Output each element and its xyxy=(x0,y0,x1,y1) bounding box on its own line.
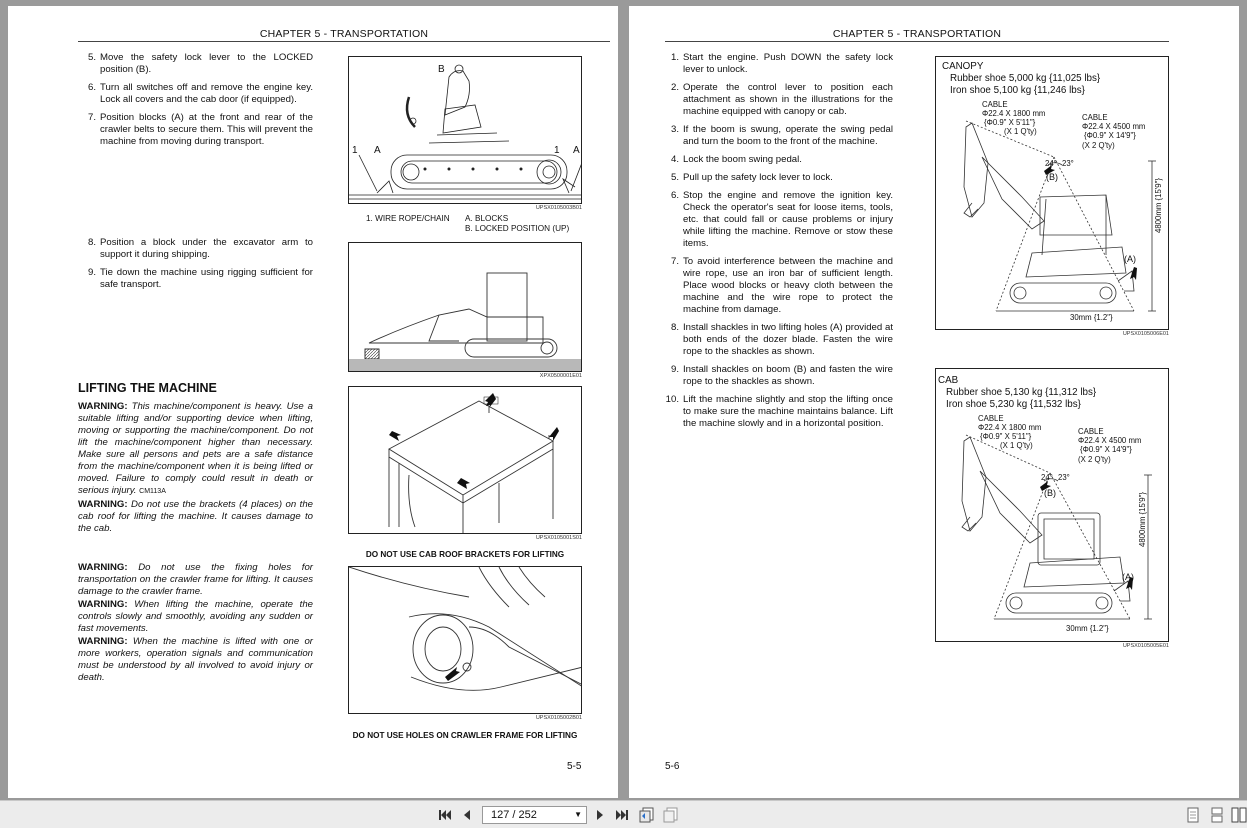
rubber-shoe-weight: Rubber shoe 5,130 kg {11,312 lbs} xyxy=(946,387,1097,398)
prev-page-icon[interactable] xyxy=(458,806,476,824)
page-number-input[interactable] xyxy=(482,806,587,824)
cab-lift-figure xyxy=(935,368,1169,642)
warning-text: When lifting the machine, operate the controls slowly and smoothly, avoiding any sudden or fast movements. xyxy=(78,599,313,634)
step-text: Move the safety lock lever to the LOCKED position (B). xyxy=(100,52,313,75)
step-item xyxy=(82,82,313,106)
step-number: 7. xyxy=(670,256,679,267)
crawler-frame-illustration xyxy=(349,567,582,714)
cable-spec: Φ22.4 X 1800 mm xyxy=(982,109,1046,118)
step-text: Start the engine. Push DOWN the safety lock lever to unlock. xyxy=(683,52,893,75)
step-number: 6. xyxy=(87,82,96,93)
step-text: Turn all switches off and remove the engine key. Lock all covers and the cab door (if equipped). xyxy=(100,82,313,105)
crawler-frame-figure xyxy=(348,566,582,714)
prev-view-icon[interactable] xyxy=(638,806,656,824)
warning-paragraph xyxy=(78,636,313,684)
step-number: 5. xyxy=(670,172,679,183)
iron-shoe-weight: Iron shoe 5,100 kg {11,246 lbs} xyxy=(950,85,1085,96)
next-page-icon[interactable] xyxy=(591,806,609,824)
step-text: To avoid interference between the machine and wire rope, use an iron bar of sufficient length. Place wood blocks or heavy cloth between the machine and the wire rope to protect the machine from damage. xyxy=(683,256,893,315)
arm-block-illustration xyxy=(349,243,582,372)
steps-list-a xyxy=(82,52,313,154)
step-number: 3. xyxy=(670,124,679,135)
warning-label: WARNING: xyxy=(78,599,128,610)
warning-label: WARNING: xyxy=(78,636,128,647)
cable-label: CABLE xyxy=(982,100,1008,109)
cable-spec: Φ22.4 X 4500 mm xyxy=(1078,436,1142,445)
chevron-down-icon[interactable]: ▼ xyxy=(574,810,582,819)
warnings-block-b xyxy=(78,562,313,685)
step-number: 1. xyxy=(670,52,679,63)
tie-down-illustration xyxy=(349,57,582,204)
figure-caption: DO NOT USE CAB ROOF BRACKETS FOR LIFTING xyxy=(365,550,565,559)
viewer-toolbar xyxy=(0,800,1247,828)
step-text: Operate the control lever to position each attachment as shown in the illustrations for the machine equipped with canopy or cab. xyxy=(683,82,893,117)
cable-spec-imperial: {Φ0.9" X 14'9"} xyxy=(1084,131,1136,140)
height-dimension: 4800mm {15'9"} xyxy=(1138,492,1147,547)
header-rule xyxy=(78,41,610,42)
step-item xyxy=(665,256,893,316)
callout-b: (B) xyxy=(1044,488,1056,498)
page-indicator-text: 127 / 252 xyxy=(491,809,537,821)
canopy-lift-figure xyxy=(935,56,1169,330)
figure-code: UPSX0105003B01 xyxy=(535,205,582,211)
steps-list xyxy=(665,52,893,436)
iron-shoe-weight: Iron shoe 5,230 kg {11,532 lbs} xyxy=(946,399,1081,410)
callout-1: 1 xyxy=(352,145,358,156)
single-page-icon[interactable] xyxy=(1184,806,1202,824)
page-header: CHAPTER 5 - TRANSPORTATION xyxy=(832,28,1002,40)
cab-excavator-illustration xyxy=(936,369,1169,642)
page-5-5 xyxy=(8,6,618,798)
continuous-page-icon[interactable] xyxy=(1208,806,1226,824)
step-item xyxy=(665,124,893,148)
cable-label: CABLE xyxy=(978,414,1004,423)
step-number: 8. xyxy=(87,237,96,248)
step-text: Pull up the safety lock lever to lock. xyxy=(683,172,833,183)
figure-code: UPSX0105002B01 xyxy=(535,715,582,721)
height-dimension: 4800mm {15'9"} xyxy=(1154,178,1163,233)
warning-paragraph xyxy=(78,562,313,598)
figure-code: UPSX0105005E01 xyxy=(1122,643,1169,649)
callout-a: (A) xyxy=(1124,254,1136,264)
header-rule xyxy=(665,41,1169,42)
cable-label: CABLE xyxy=(1082,113,1108,122)
figure-code: UPSX0105006E01 xyxy=(1122,331,1169,337)
cab-roof-figure xyxy=(348,386,582,534)
two-page-icon[interactable] xyxy=(1230,806,1247,824)
step-number: 9. xyxy=(670,364,679,375)
step-item xyxy=(665,394,893,430)
angle-label: 24° xyxy=(1045,159,1057,168)
cable-spec-imperial: {Φ0.9" X 14'9"} xyxy=(1080,445,1132,454)
warnings-block-a xyxy=(78,401,313,536)
step-number: 2. xyxy=(670,82,679,93)
cable-qty: (X 1 Q'ty) xyxy=(1004,127,1037,136)
step-text: If the boom is swung, operate the swing pedal and turn the boom to the front of the machine. xyxy=(683,124,893,147)
cable-qty: (X 2 Q'ty) xyxy=(1082,141,1115,150)
step-item xyxy=(665,82,893,118)
figure-code: UPSX0105001S01 xyxy=(535,535,582,541)
warning-label: WARNING: xyxy=(78,401,128,412)
step-number: 6. xyxy=(670,190,679,201)
cable-label: CABLE xyxy=(1078,427,1104,436)
figure-title: CAB xyxy=(938,375,959,386)
warning-paragraph xyxy=(78,401,313,498)
step-item xyxy=(665,52,893,76)
step-text: Tie down the machine using rigging sufficient for safe transport. xyxy=(100,267,313,290)
step-number: 4. xyxy=(670,154,679,165)
warning-text: When the machine is lifted with one or more workers, operation signals and communication must be understood by all involved to avoid injury or death. xyxy=(78,636,313,683)
warning-label: WARNING: xyxy=(78,562,128,573)
step-item xyxy=(665,364,893,388)
legend-item: A. BLOCKS xyxy=(465,214,509,223)
step-number: 5. xyxy=(87,52,96,63)
cable-spec: Φ22.4 X 4500 mm xyxy=(1082,122,1146,131)
callout-b: B xyxy=(438,64,445,75)
step-item xyxy=(82,237,313,261)
step-item xyxy=(82,267,313,291)
page-number: 5-5 xyxy=(567,761,582,772)
arm-block-figure xyxy=(348,242,582,372)
step-item xyxy=(665,172,893,184)
step-text: Position blocks (A) at the front and rear of the crawler belts to secure them. This will prevent the machine from moving during transport. xyxy=(100,112,313,147)
canopy-excavator-illustration xyxy=(936,57,1169,330)
step-item xyxy=(82,52,313,76)
cable-qty: (X 2 Q'ty) xyxy=(1078,455,1111,464)
steps-list-b xyxy=(82,237,313,297)
warning-paragraph xyxy=(78,599,313,635)
cable-spec-imperial: {Φ0.9" X 5'11"} xyxy=(980,432,1032,441)
warning-text: Do not use the fixing holes for transportation on the crawler frame for lifting. It causes damage to the crawler frame. xyxy=(78,562,313,597)
page-5-6 xyxy=(629,6,1239,798)
cable-spec: Φ22.4 X 1800 mm xyxy=(978,423,1042,432)
figure-caption: DO NOT USE HOLES ON CRAWLER FRAME FOR LIFTING xyxy=(352,731,578,740)
step-number: 7. xyxy=(87,112,96,123)
step-item xyxy=(82,112,313,148)
section-title: LIFTING THE MACHINE xyxy=(78,381,217,395)
figure-code: XPX0500001E01 xyxy=(539,373,582,379)
warning-code: CM113A xyxy=(139,488,166,495)
page-number: 5-6 xyxy=(665,761,680,772)
callout-1: 1 xyxy=(554,145,560,156)
callout-a: A xyxy=(573,145,580,156)
rubber-shoe-weight: Rubber shoe 5,000 kg {11,025 lbs} xyxy=(950,73,1101,84)
last-page-icon[interactable] xyxy=(613,806,631,824)
cab-roof-illustration xyxy=(349,387,582,534)
tie-down-figure xyxy=(348,56,582,204)
step-number: 10. xyxy=(665,394,679,405)
figure-title: CANOPY xyxy=(942,61,984,72)
angle-label: 23° xyxy=(1062,159,1074,168)
step-text: Lift the machine slightly and stop the lifting once to make sure the machine maintains balance. Lift the machine slowly and in a horizontal position. xyxy=(683,394,893,429)
warning-label: WARNING: xyxy=(78,499,128,510)
step-number: 8. xyxy=(670,322,679,333)
step-text: Position a block under the excavator arm to support it during shipping. xyxy=(100,237,313,260)
step-item xyxy=(665,154,893,166)
callout-b: (B) xyxy=(1046,172,1058,182)
legend-item: B. LOCKED POSITION (UP) xyxy=(465,224,570,233)
first-page-icon[interactable] xyxy=(436,806,454,824)
angle-label: 23° xyxy=(1058,473,1070,482)
step-text: Lock the boom swing pedal. xyxy=(683,154,802,165)
step-item xyxy=(665,190,893,250)
callout-a: (A) xyxy=(1122,572,1134,582)
warning-text: Do not use the brackets (4 places) on the cab roof for lifting the machine. It causes damage to the cab. xyxy=(78,499,313,534)
ground-clearance: 30mm {1.2"} xyxy=(1070,313,1113,322)
legend-item: 1. WIRE ROPE/CHAIN xyxy=(366,214,450,223)
cable-spec-imperial: {Φ0.9" X 5'11"} xyxy=(984,118,1036,127)
next-view-icon[interactable] xyxy=(662,806,680,824)
step-text: Install shackles in two lifting holes (A) provided at both ends of the dozer blade. Fasten the wire rope to the shackles as shown. xyxy=(683,322,893,357)
ground-clearance: 30mm {1.2"} xyxy=(1066,624,1109,633)
step-number: 9. xyxy=(87,267,96,278)
step-text: Install shackles on boom (B) and fasten the wire rope to the shackles as shown. xyxy=(683,364,893,387)
warning-text: This machine/component is heavy. Use a suitable lifting and/or supporting device when lifting, moving or supporting the machine/component. Do not lift the machine/component higher than necessary. Make sure all persons and pets are a safe distance from the machine/component when it is being lifted or moved. Failure to comply could result in death or serious injury. xyxy=(78,401,313,496)
callout-a: A xyxy=(374,145,381,156)
cable-qty: (X 1 Q'ty) xyxy=(1000,441,1033,450)
page-header: CHAPTER 5 - TRANSPORTATION xyxy=(259,28,429,40)
step-item xyxy=(665,322,893,358)
angle-label: 24° xyxy=(1041,473,1053,482)
step-text: Stop the engine and remove the ignition key. Check the operator's seat for loose items, tools, etc. that could fall or cause problems or injury while lifting the machine. Remove or stow these items. xyxy=(683,190,893,249)
warning-paragraph xyxy=(78,499,313,535)
